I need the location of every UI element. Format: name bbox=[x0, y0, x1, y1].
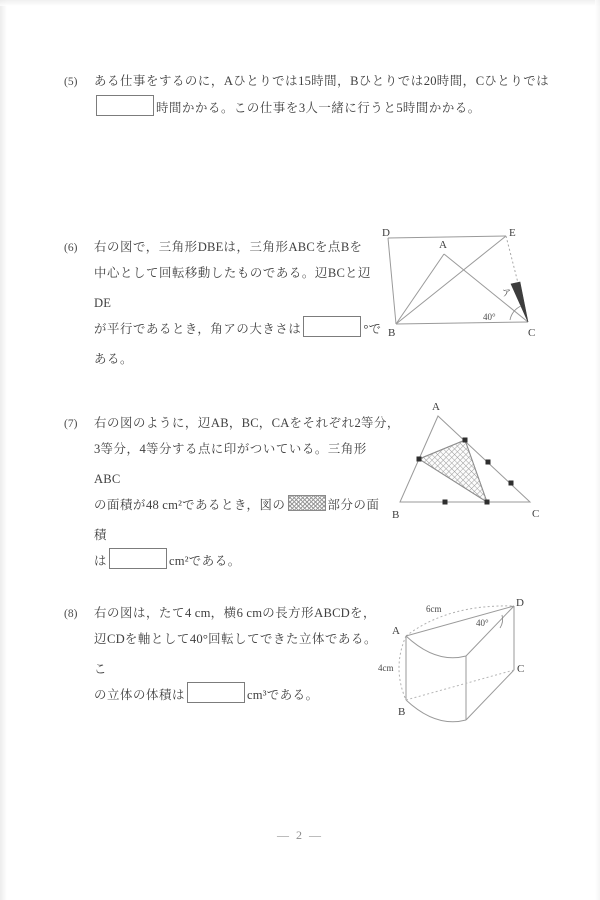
p7-l1-s3: 2 bbox=[354, 416, 361, 430]
segment-BA bbox=[396, 254, 444, 324]
p6-l1-s0: 右の図で，三角形 bbox=[94, 239, 198, 254]
problem-7-text-line-2 bbox=[94, 434, 384, 494]
figure-6-angle-value-label: 40° bbox=[483, 312, 496, 322]
problem-8 bbox=[64, 598, 384, 710]
p6-l3-s2: ° bbox=[363, 322, 369, 336]
p7-l1-s4: 等分， bbox=[360, 415, 400, 430]
p7-l3-s4: 部分の面積 bbox=[94, 497, 380, 542]
p6-l1-s4: を点 bbox=[314, 239, 341, 254]
problem-5-answer-box[interactable] bbox=[96, 95, 154, 116]
problem-8-number: (8) bbox=[64, 608, 78, 620]
p8-l2-s4: 回転してできた立体である。こ bbox=[94, 631, 377, 676]
figure-8-label-D: D bbox=[516, 597, 524, 609]
problem-7-text-line-3 bbox=[94, 490, 384, 550]
figure-8-label-angle: 40° bbox=[476, 618, 489, 628]
p5-l2-s5: 時間かかる。 bbox=[402, 100, 481, 115]
p8-l1-s2: ，横 bbox=[210, 605, 237, 620]
figure-6-angle-arrow-label: ア bbox=[502, 289, 512, 299]
figure-8-label-B: B bbox=[398, 706, 406, 718]
p7-l2-s1: 等分， bbox=[100, 441, 140, 456]
p8-l3-s3: である。 bbox=[266, 687, 319, 702]
angle-arc-40-at-D bbox=[500, 615, 503, 628]
figure-8-label-C: C bbox=[517, 663, 525, 675]
p5-l2-s2: 3 bbox=[298, 101, 306, 115]
edge-front-bottom-C bbox=[466, 670, 514, 720]
edge-BC-hidden-dotted bbox=[406, 670, 514, 700]
scan-edge-right bbox=[595, 0, 600, 900]
p6-l1-s3: ABC bbox=[288, 240, 315, 254]
p7-l2-s0: 3 bbox=[94, 442, 101, 456]
figure-6-label-D: D bbox=[382, 227, 390, 239]
problem-7-answer-box[interactable] bbox=[109, 548, 167, 569]
figure-6-label-E: E bbox=[509, 227, 516, 239]
segment-DE bbox=[388, 236, 506, 238]
p6-l2-s2: と辺 bbox=[345, 265, 372, 280]
division-dot-ca-2 bbox=[486, 460, 491, 465]
figure-7-label-B: B bbox=[392, 509, 400, 521]
figure-8-label-top-length: 6cm bbox=[426, 604, 442, 614]
figure-6-label-B: B bbox=[388, 327, 396, 338]
p5-l1-s2: ひとりでは bbox=[233, 73, 299, 88]
top-face-curve bbox=[406, 636, 466, 658]
division-dot-ab-1 bbox=[417, 457, 422, 462]
p6-l1-s6: を bbox=[349, 239, 363, 254]
problem-6-text-line-3 bbox=[94, 314, 384, 374]
shaded-triangle-region-overlay bbox=[419, 440, 487, 502]
scan-edge-top bbox=[0, 0, 600, 6]
p7-l4-s3: である。 bbox=[188, 553, 241, 568]
p8-l1-s6: を， bbox=[349, 605, 376, 620]
p5-l2-s1: 時間かかる。この仕事を bbox=[156, 100, 299, 115]
p5-l1-s0: ある仕事をするのに， bbox=[94, 73, 224, 88]
p7-l1-s2: をそれぞれ bbox=[289, 415, 355, 430]
problem-5-number: (5) bbox=[64, 76, 78, 88]
problem-8-text-line-3 bbox=[94, 680, 384, 710]
p6-l2-s0: 中心として回転移動したものである。辺 bbox=[94, 265, 328, 280]
p7-l1-s0: 右の図のように，辺 bbox=[94, 415, 211, 430]
p7-l3-s1: 48 cm² bbox=[145, 498, 183, 512]
figure-6-label-A: A bbox=[439, 239, 447, 251]
page-footer: — 2 — bbox=[277, 828, 323, 842]
left-arc-dotted bbox=[399, 636, 406, 700]
p7-l1-s1: AB，BC，CA bbox=[210, 416, 290, 430]
problem-5-line-1 bbox=[64, 66, 550, 96]
figure-8-label-A: A bbox=[392, 625, 400, 637]
p5-l2-s4: 5 bbox=[396, 101, 403, 115]
p5-l1-s1: A bbox=[223, 74, 234, 88]
angle-wedge-marker bbox=[511, 282, 528, 322]
edge-D-front-top bbox=[466, 606, 514, 656]
p7-l2-s3: 等分する点に印がついている。三角形 bbox=[145, 441, 367, 456]
bottom-face-curve bbox=[406, 700, 466, 722]
p5-l1-s9: C bbox=[475, 74, 485, 88]
hatch-pattern-swatch bbox=[288, 495, 326, 511]
segment-DB bbox=[388, 238, 396, 324]
p5-l2-s3: 人一緒に行うと bbox=[305, 100, 397, 115]
p5-l1-s3: 15 bbox=[298, 74, 312, 88]
angle-arc-40 bbox=[510, 306, 521, 320]
scan-edge-left bbox=[0, 0, 7, 900]
problem-5-text-line-2 bbox=[94, 93, 544, 123]
problem-5-text-line-1 bbox=[94, 66, 549, 96]
p8-l3-s2: cm³ bbox=[246, 688, 267, 702]
problem-6 bbox=[64, 232, 384, 374]
figure-7-label-A: A bbox=[432, 401, 440, 413]
p8-l1-s1: 4 cm bbox=[184, 606, 211, 620]
p5-l1-s10: ひとりでは bbox=[484, 73, 550, 88]
p6-l2-s1: BC bbox=[327, 266, 346, 280]
p6-l1-s5: B bbox=[340, 240, 350, 254]
figure-7-label-C: C bbox=[532, 508, 540, 520]
p7-l4-s0: は bbox=[94, 553, 107, 568]
problem-7-text-line-4 bbox=[94, 546, 384, 576]
p5-l1-s4: 時間， bbox=[311, 73, 351, 88]
figure-7-svg bbox=[392, 398, 554, 522]
figure-problem-8 bbox=[378, 588, 550, 730]
segment-BE bbox=[396, 236, 506, 324]
p8-l2-s3: 40° bbox=[189, 632, 209, 646]
figure-8-svg bbox=[378, 588, 550, 730]
p6-l1-s1: DBE bbox=[197, 240, 224, 254]
p7-l3-s2: であるとき，図の bbox=[182, 497, 286, 512]
problem-7-number: (7) bbox=[64, 418, 78, 430]
p6-l2-s3: DE bbox=[94, 296, 112, 310]
p7-l2-s2: 4 bbox=[139, 442, 146, 456]
p7-l2-s4: ABC bbox=[94, 472, 121, 486]
p7-l3-s0: の面積が bbox=[94, 497, 146, 512]
problem-6-answer-box[interactable] bbox=[303, 316, 361, 337]
p6-l1-s2: は，三角形 bbox=[223, 239, 289, 254]
figure-8-label-left-length: 4cm bbox=[378, 663, 394, 673]
p5-l1-s8: 時間， bbox=[436, 73, 476, 88]
division-dot-ca-1 bbox=[463, 438, 468, 443]
problem-5 bbox=[64, 66, 550, 123]
p8-l1-s4: の長方形 bbox=[262, 605, 315, 620]
p5-l1-s5: B bbox=[350, 74, 359, 88]
problem-7 bbox=[64, 408, 400, 576]
p8-l1-s5: ABCD bbox=[314, 606, 350, 620]
edge-AD bbox=[406, 606, 514, 636]
p6-l3-s0: が平行であるとき，角アの大きさは bbox=[94, 321, 302, 336]
figure-6-label-C: C bbox=[528, 327, 536, 338]
p7-l4-s2: cm² bbox=[169, 554, 189, 568]
figure-problem-6 bbox=[382, 226, 550, 338]
segment-BC bbox=[396, 322, 528, 324]
p5-l1-s7: 20 bbox=[423, 74, 437, 88]
p6-l3-s3: である。 bbox=[94, 321, 382, 366]
p8-l1-s0: 右の図は，たて bbox=[94, 605, 185, 620]
p8-l2-s1: CD bbox=[107, 632, 125, 646]
figure-problem-7 bbox=[392, 398, 554, 522]
problem-6-text-line-2 bbox=[94, 258, 384, 318]
problem-8-text-line-2 bbox=[94, 624, 384, 684]
p5-l1-s6: ひとりでは bbox=[358, 73, 424, 88]
problem-6-number: (6) bbox=[64, 242, 78, 254]
p8-l2-s2: を軸として bbox=[124, 631, 190, 646]
p8-l3-s0: の立体の体積は bbox=[94, 687, 185, 702]
division-dot-bc-1 bbox=[443, 500, 448, 505]
problem-8-answer-box[interactable] bbox=[187, 682, 245, 703]
p8-l2-s0: 辺 bbox=[94, 631, 107, 646]
division-dot-ca-3 bbox=[509, 481, 514, 486]
p8-l1-s3: 6 cm bbox=[236, 606, 263, 620]
division-dot-bc-2 bbox=[485, 500, 490, 505]
figure-6-svg bbox=[382, 226, 550, 338]
